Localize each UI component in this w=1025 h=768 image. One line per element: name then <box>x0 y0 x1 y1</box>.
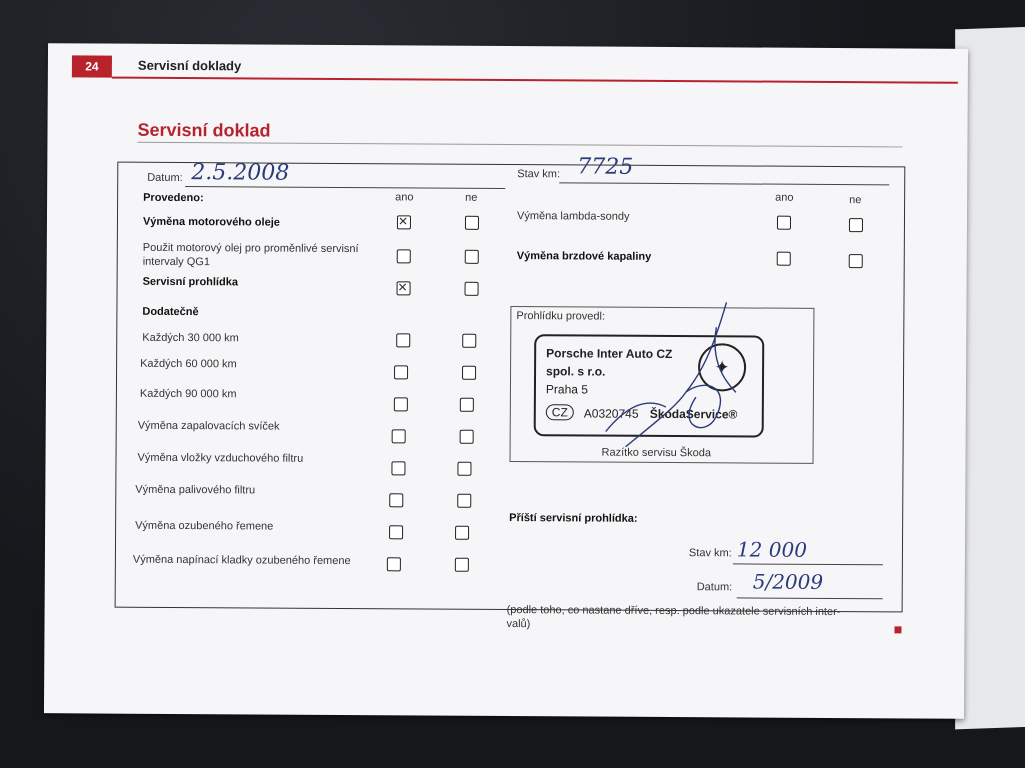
extra-item: Každých 90 000 km <box>139 387 237 401</box>
title-rule <box>137 142 902 148</box>
checkbox-extra3-yes[interactable] <box>394 397 408 411</box>
note-text-line2: valů) <box>506 618 531 631</box>
odometer-label: Stav km: <box>517 168 561 181</box>
signature <box>565 296 766 467</box>
page-number: 24 <box>72 55 112 77</box>
section-title: Servisní doklady <box>137 57 242 74</box>
extra-item: Výměna vložky vzduchového filtru <box>137 451 304 465</box>
extra-item: Každých 30 000 km <box>142 331 239 345</box>
end-marker <box>894 626 901 633</box>
performed-label: Provedeno: <box>143 191 204 205</box>
extra-item: Výměna palivového filtru <box>135 483 256 497</box>
checkbox-extra2-yes[interactable] <box>394 365 408 379</box>
extra-item: Výměna ozubeného řemene <box>135 519 274 533</box>
service-booklet-page <box>44 43 968 719</box>
checkbox-extra7-no[interactable] <box>455 526 469 540</box>
extra-item: Výměna napínací kladky ozubeného řemene <box>132 553 351 568</box>
no-header: ne <box>465 191 478 204</box>
yes-header: ano <box>395 191 414 204</box>
stamp-line1: Porsche Inter Auto CZ <box>546 346 673 362</box>
checkbox-extra8-yes[interactable] <box>387 557 401 571</box>
item-oil-type-line2: intervaly QG1 <box>142 255 211 269</box>
stamp-country: CZ <box>546 404 574 420</box>
next-inspection-label: Příští servisní prohlídka: <box>509 512 638 525</box>
checkbox-extra7-yes[interactable] <box>389 525 403 539</box>
date-label: Datum: <box>147 171 183 185</box>
no-header-right: ne <box>849 194 862 207</box>
checkbox-extra6-no[interactable] <box>457 494 471 508</box>
stamp-line2: spol. s r.o. <box>546 364 606 379</box>
item-inspection: Servisní prohlídka <box>142 275 239 289</box>
checkbox-oiltype-yes[interactable] <box>397 249 411 263</box>
extra-label: Dodatečně <box>142 305 199 319</box>
odometer-handwritten: 7725 <box>577 154 634 180</box>
extra-item: Výměna zapalovacích svíček <box>137 419 280 433</box>
checkbox-extra1-yes[interactable] <box>396 333 410 347</box>
item-lambda: Výměna lambda-sondy <box>516 210 630 223</box>
checkbox-oiltype-no[interactable] <box>465 250 479 264</box>
checkbox-oil-yes[interactable] <box>397 215 411 229</box>
date-handwritten: 2.5.2008 <box>191 160 290 186</box>
skoda-logo-icon: ✦ <box>698 343 746 391</box>
next-date-label: Datum: <box>696 581 733 594</box>
checkbox-extra1-no[interactable] <box>462 334 476 348</box>
checkbox-lambda-no[interactable] <box>849 218 863 232</box>
item-oil-type: Použit motorový olej pro proměnlivé servisní <box>142 241 359 256</box>
checkbox-extra4-no[interactable] <box>460 430 474 444</box>
checkbox-inspection-no[interactable] <box>465 282 479 296</box>
extra-item: Každých 60 000 km <box>140 357 237 371</box>
stamp-line3: Praha 5 <box>545 382 589 397</box>
checkbox-extra5-yes[interactable] <box>391 461 405 475</box>
checkbox-lambda-yes[interactable] <box>777 216 791 230</box>
checkbox-brake-yes[interactable] <box>777 252 791 266</box>
checkbox-extra4-yes[interactable] <box>392 429 406 443</box>
checkbox-extra8-no[interactable] <box>455 558 469 572</box>
checkbox-extra5-no[interactable] <box>457 462 471 476</box>
checkbox-extra2-no[interactable] <box>462 366 476 380</box>
header-rule <box>112 77 958 84</box>
next-km-label: Stav km: <box>688 547 732 560</box>
item-oil-change: Výměna motorového oleje <box>142 215 280 229</box>
stamp-brand: ŠkodaService® <box>649 406 738 422</box>
stamp-caption: Razítko servisu Škoda <box>601 446 712 460</box>
checkbox-extra3-no[interactable] <box>460 398 474 412</box>
next-date-handwritten: 5/2009 <box>752 569 824 594</box>
checkbox-oil-no[interactable] <box>465 216 479 230</box>
checkbox-brake-no[interactable] <box>849 254 863 268</box>
item-brake-fluid: Výměna brzdové kapaliny <box>516 250 652 263</box>
checkbox-extra6-yes[interactable] <box>389 493 403 507</box>
yes-header-right: ano <box>775 191 794 204</box>
page-title: Servisní doklad <box>137 119 271 141</box>
inspection-label: Prohlídku provedl: <box>516 310 606 323</box>
note-text: (podle toho, co nastane dříve, resp. podle ukazatele servisních inter- <box>506 604 841 619</box>
stamp-code: A0320745 <box>583 406 639 421</box>
checkbox-inspection-yes[interactable] <box>397 281 411 295</box>
next-km-handwritten: 12 000 <box>736 537 808 562</box>
